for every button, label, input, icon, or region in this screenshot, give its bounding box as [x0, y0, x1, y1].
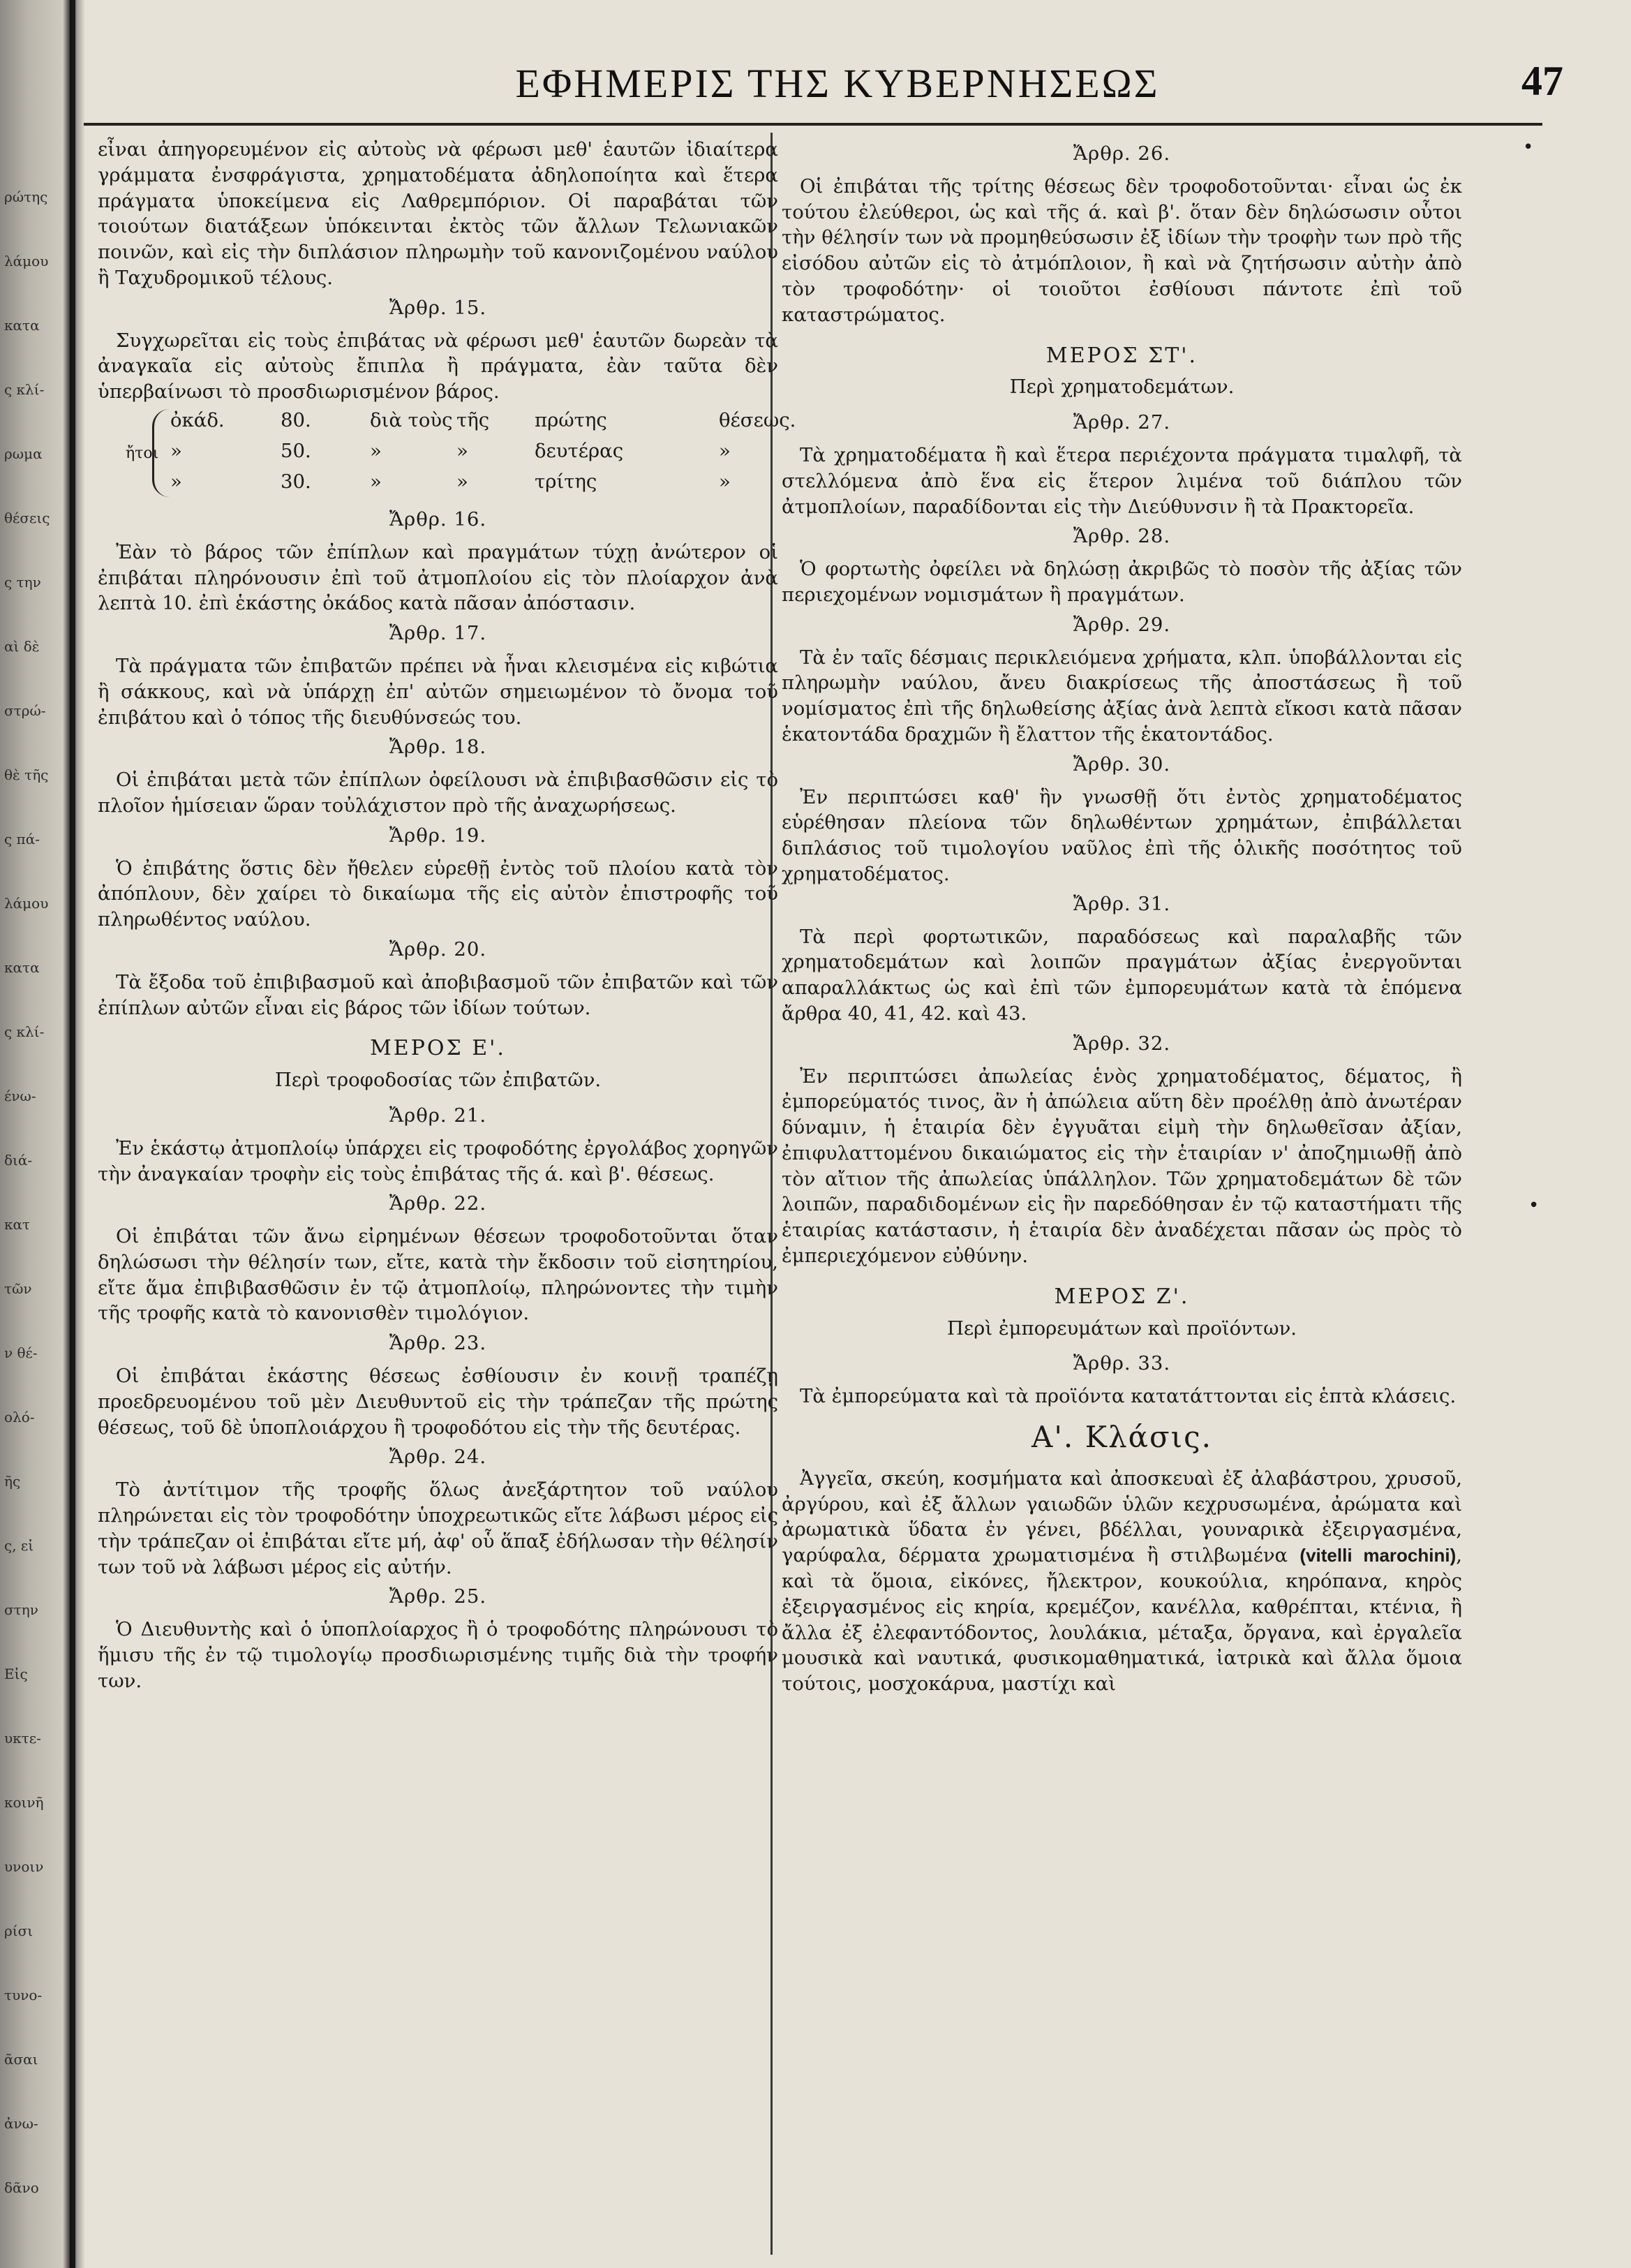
article-heading: Ἄρθρ. 16.: [389, 507, 487, 531]
article-heading: Ἄρθρ. 31.: [1073, 892, 1171, 915]
weight-unit: »: [170, 439, 182, 462]
page-number: 47: [1521, 58, 1563, 104]
page-header: [84, 54, 1563, 117]
paragraph: Τὸ ἀντίτιμον τῆς τροφῆς ὅλως ἀνεξάρτητον τοῦ ναύλου πληρώνεται εἰς τὸν τροφοδότην ὑποχρεωτικῶς εἴτε λάβωσι μέρος εἰς τὴν τράπεζαν οἱ ἐπιβάται εἴτε μή, ἀφ' οὗ ἅπαξ ἐδήλωσαν τὴν θέλησίν των τοῦ νὰ λάβωσι μέρος εἰς αὐτήν.: [98, 1478, 778, 1578]
margin-fragment: στην: [4, 1601, 38, 1618]
paragraph: Τὰ χρηματοδέματα ἢ καὶ ἕτερα περιέχοντα πράγματα τιμαλφῆ, τὰ στελλόμενα ἀπὸ ἕνα εἰς ἕτερον λιμένα τοῦ διάπλου τῶν ἀτμοπλοίων, παραδίδονται εἰς τὴν Διεύθυνσιν ἢ τὰ Πρακτορεῖα.: [782, 443, 1462, 518]
part-heading: ΜΕΡΟΣ Ε'.: [370, 1036, 506, 1061]
weight-amount: 50.: [281, 439, 311, 462]
left-column: [98, 137, 796, 1697]
paragraph: Τὰ ἐν ταῖς δέσμαις περικλειόμενα χρήματα, κλπ. ὑποβάλλονται εἰς πληρωμὴν ναύλου, ἄνευ διακρίσεως τῆς ἀποστάσεως ἢ τοῦ νομίσματος ἐπὶ τῆς δηλωθείσης ἀξίας ἀνὰ λεπτὰ εἴκοσι κατὰ πᾶσαν ἑκατοντάδα δραχμῶν ἢ ἔλαττον τῆς ἑκατοντάδος.: [782, 646, 1462, 746]
margin-fragment: δᾶνο: [4, 2179, 39, 2196]
weight-article: τῆς: [456, 408, 490, 431]
article-heading: Ἄρθρ. 33.: [1073, 1352, 1171, 1375]
margin-fragment: ς πά-: [4, 831, 40, 847]
article-heading: Ἄρθρ. 19.: [389, 824, 487, 847]
margin-fragment: λάμου: [4, 253, 49, 269]
margin-fragment: θὲ τῆς: [4, 766, 49, 783]
article-heading: Ἄρθρ. 21.: [389, 1104, 487, 1127]
margin-fragment: Εἰς: [4, 1666, 28, 1682]
paragraph: Ἐν περιπτώσει ἀπωλείας ἑνὸς χρηματοδέματος, δέματος, ἢ ἐμπορεύματός τινος, ἂν ἡ ἀπώλεια αὕτη δὲν προέλθῃ ἀπὸ ἀνωτέραν δύναμιν, ἡ ἑταιρία δὲν ἐγγυᾶται εἰμὴ τὴν δηλωθεῖσαν ἀξίαν, ἐπιφυλαττομένου δικαιώματος εἰς τὴν ἑταιρίαν ν' ἀποζημιωθῇ ἀπὸ τὸν αἴτιον τῆς ἀπωλείας ὑπάλληλον. Τῶν χρηματοδεμάτων δὲ τῶν λοιπῶν, παραδιδομένων εἰς ἣν παρεδόθησαν ἐν τῷ καταστήματι τῆς ἑταιρίας κατάστασιν, ἡ ἑταιρία δὲν ἀναδέχεται πᾶσαν ὡς πρὸς τὸ ἐμπεριεχόμενον εὐθύνην.: [782, 1065, 1462, 1268]
weights-table: [98, 408, 796, 501]
weight-word: »: [719, 470, 731, 493]
margin-fragment: ᾶσαι: [4, 2051, 38, 2068]
weights-prefix: ἤτοι: [126, 444, 159, 462]
header-rule: [84, 123, 1542, 126]
paragraph: Ἐὰν τὸ βάρος τῶν ἐπίπλων καὶ πραγμάτων τύχῃ ἀνώτερον οἱ ἐπιβάται πληρόνουσιν ἐπὶ τοῦ ἀτμοπλοίου εἰς τὸν πλοίαρχον ἀνὰ λεπτὰ 10. ἐπὶ ἑκάστης ὀκάδος κατὰ πᾶσαν ἀπόστασιν.: [98, 540, 778, 615]
article-heading: Ἄρθρ. 20.: [389, 937, 487, 961]
weight-class: πρώτης: [535, 408, 607, 431]
weight-word: θέσεως.: [719, 408, 796, 431]
paragraph: Οἱ ἐπιβάται τῶν ἄνω εἰρημένων θέσεων τροφοδοτοῦνται ὅταν δηλώσωσι τὴν θέλησίν των, εἴτε, κατὰ τὴν ἔκδοσιν τοῦ εἰσητηρίου, εἴτε ἅμα ἐπιβιβασθῶσιν ἐν τῷ ἀτμοπλοίῳ, πληρώνοντες τὴν τιμὴν τῆς τροφῆς κατὰ τὸ κανονισθὲν τιμολόγιον.: [98, 1225, 778, 1325]
paragraph: Ἐν περιπτώσει καθ' ἣν γνωσθῇ ὅτι ἐντὸς χρηματοδέματος εὑρέθησαν πλείονα τῶν δηλωθέντων χρημάτων, ἐπιβάλλεται διπλάσιος τοῦ τιμολογίου ναῦλος ἐπὶ τῆς ὁλικῆς ποσότητος τοῦ χρηματοδέματος.: [782, 785, 1462, 885]
weight-article: »: [456, 470, 468, 493]
margin-fragment: τυνο-: [4, 1987, 43, 2003]
margin-fragment: θέσεις: [4, 510, 50, 526]
paragraph: Ὁ Διευθυντὴς καὶ ὁ ὑποπλοίαρχος ἢ ὁ τροφοδότης πληρώνουσι τὸ ἥμισυ τῆς ἐν τῷ τιμολογίῳ προσδιωρισμένης τιμῆς διὰ τὴν τροφήν των.: [98, 1618, 778, 1692]
weights-row: [170, 408, 796, 436]
paragraph: Οἱ ἐπιβάται ἑκάστης θέσεως ἐσθίουσιν ἐν κοινῇ τραπέζῃ προεδρευομένου τοῦ μὲν Διευθυντοῦ εἰς τὴν τράπεζαν τῆς πρώτης θέσεως, τοῦ δὲ ὑποπλοιάρχου ἢ τροφοδότου εἰς τὴν τῆς δευτέρας.: [98, 1365, 778, 1439]
margin-fragment: ς, εἰ: [4, 1537, 34, 1554]
margin-fragment: ρίσι: [4, 1922, 33, 1939]
article-heading: Ἄρθρ. 22.: [389, 1192, 487, 1215]
margin-fragment: υνοιν: [4, 1858, 44, 1875]
article-heading: Ἄρθρ. 29.: [1073, 613, 1171, 636]
binding-shadow: [70, 0, 85, 2268]
right-column: [782, 137, 1462, 1700]
weight-for: »: [370, 439, 382, 462]
weight-word: »: [719, 439, 731, 462]
part-subtitle: Περὶ ἐμπορευμάτων καὶ προϊόντων.: [946, 1317, 1297, 1340]
margin-fragment: ένω-: [4, 1088, 36, 1104]
article-heading: Ἄρθρ. 30.: [1073, 753, 1171, 776]
paragraph: Συγχωρεῖται εἰς τοὺς ἐπιβάτας νὰ φέρωσι μεθ' ἑαυτῶν δωρεὰν τὰ ἀναγκαῖα εἰς αὐτοὺς ἔπιπλα ἢ πράγματα, ἐὰν ταῦτα δὲν ὑπερβαίνωσι τὸ προσδιωρισμένον βάρος.: [98, 329, 778, 403]
paragraph: Τὰ πράγματα τῶν ἐπιβατῶν πρέπει νὰ ἦναι κλεισμένα εἰς κιβώτια ἢ σάκκους, καὶ νὰ ὑπάρχῃ ἐπ' αὐτῶν σημειωμένον τὸ ὄνομα τοῦ ἐπιβάτου καὶ ὁ τόπος τῆς διευθύνσεώς του.: [98, 654, 778, 729]
weight-unit: ὀκάδ.: [170, 408, 225, 431]
weights-row: [170, 469, 770, 497]
paragraph: [782, 1466, 1462, 1697]
class-heading: Α'. Κλάσις.: [1032, 1420, 1212, 1455]
paragraph: εἶναι ἀπηγορευμένον εἰς αὐτοὺς νὰ φέρωσι μεθ' ἑαυτῶν ἰδιαίτερα γράμματα ἐνσφράγιστα, χρηματοδέματα ἀδηλοποίητα καὶ ἕτερα πράγματα ὑποκείμενα εἰς Λαθρεμπόριον. Οἱ παραβάται τῶν τοιούτων διατάξεων ὑπόκεινται ἐκτὸς τῶν ἄλλων Τελωνιακῶν ποινῶν, καὶ εἰς τὴν διπλάσιον πληρωμὴν τοῦ κανονιζομένου ναύλου ἢ Ταχυδρομικοῦ τέλους.: [98, 138, 778, 289]
weight-for: »: [370, 470, 382, 493]
part-subtitle: Περὶ χρηματοδεμάτων.: [1009, 376, 1235, 399]
margin-fragment: ς κλί-: [4, 381, 45, 398]
margin-dot: •: [1528, 1195, 1540, 1216]
margin-fragment: ν θέ-: [4, 1344, 38, 1361]
weight-unit: »: [170, 470, 182, 493]
part-heading: ΜΕΡΟΣ ΣΤ'.: [1045, 343, 1198, 368]
margin-fragment: τῶν: [4, 1280, 32, 1297]
margin-fragment: ς την: [4, 574, 41, 591]
article-heading: Ἄρθρ. 27.: [1073, 411, 1171, 434]
weight-class: δευτέρας: [535, 439, 624, 462]
margin-fragment: κατα: [4, 959, 40, 976]
margin-fragment: ρωμα: [4, 445, 43, 462]
paragraph: Τὰ περὶ φορτωτικῶν, παραδόσεως καὶ παραλαβῆς τῶν χρηματοδεμάτων καὶ λοιπῶν πραγμάτων ἀξίας ἐνεργοῦνται απαραλλάκτως ὡς καὶ ἐπὶ τῶν ἐμπορευμάτων κατὰ τὰ ἑπόμενα ἄρθρα 40, 41, 42. καὶ 43.: [782, 925, 1462, 1025]
weight-amount: 30.: [281, 470, 311, 493]
margin-fragment: ρώτης: [4, 188, 48, 205]
margin-fragment: υκτε-: [4, 1730, 41, 1747]
paragraph-text: , καὶ τὰ ὅμοια, εἰκόνες, ἤλεκτρον, κουκούλια, κηρόπανα, κηρὸς ἐξειργασμένος εἰς κηρία, κρεμέζον, κανέλλα, καθρέπται, κτένια, ἢ ἄλλα ἐξ ἐλεφαντόδοντος, λουλάκια, μέταξα, ὄργανα, καὶ ἐργαλεῖα μουσικὰ καὶ ναυτικά, φυσικομαθηματικά, ἰατρικὰ καὶ ἄλλα ὅμοια τούτοις, μοσχοκάρυα, μαστίχι καὶ: [782, 1544, 1462, 1696]
margin-fragment: διά-: [4, 1152, 33, 1169]
weight-article: »: [456, 439, 468, 462]
margin-fragment: ς κλί-: [4, 1023, 45, 1040]
article-heading: Ἄρθρ. 17.: [389, 622, 487, 645]
paragraph: Ὁ ἐπιβάτης ὅστις δὲν ἤθελεν εὑρεθῇ ἐντὸς τοῦ πλοίου κατὰ τὸν ἀπόπλουν, δὲν χαίρει τὸ δικαίωμα τῆς εἰς αὐτὸν ἐπιστροφῆς τοῦ πληρωθέντος ναύλου.: [98, 857, 778, 931]
article-heading: Ἄρθρ. 18.: [389, 736, 487, 759]
paragraph: Τὰ ἐμπορεύματα καὶ τὰ προϊόντα κατατάττονται εἰς ἑπτὰ κλάσεις.: [800, 1385, 1457, 1408]
article-heading: Ἄρθρ. 26.: [1073, 142, 1171, 165]
margin-fragment: ῆς: [4, 1473, 21, 1490]
article-heading: Ἄρθρ. 15.: [389, 296, 487, 319]
article-heading: Ἄρθρ. 25.: [389, 1585, 487, 1608]
weights-row: [170, 438, 770, 466]
margin-fragment: ολό-: [4, 1409, 35, 1425]
latin-term: (vitelli marochini): [1299, 1545, 1457, 1566]
margin-fragment: ἀνω-: [4, 2115, 38, 2132]
article-heading: Ἄρθρ. 28.: [1073, 525, 1171, 548]
weight-for: διὰ τοὺς: [370, 408, 453, 431]
margin-fragment: κατ: [4, 1216, 31, 1233]
article-heading: Ἄρθρ. 23.: [389, 1332, 487, 1355]
paragraph: Τὰ ἔξοδα τοῦ ἐπιβιβασμοῦ καὶ ἀποβιβασμοῦ τῶν ἐπιβατῶν καὶ τῶν ἐπίπλων αὐτῶν εἶναι εἰς βάρος τῶν ἰδίων τούτων.: [98, 970, 778, 1019]
weight-amount: 80.: [281, 408, 311, 431]
brace: [152, 409, 170, 497]
paragraph: Οἱ ἐπιβάται μετὰ τῶν ἐπίπλων ὀφείλουσι νὰ ἐπιβιβασθῶσιν εἰς τὸ πλοῖον ἡμίσειαν ὥραν τοὐλάχιστον πρὸ τῆς ἀναχωρήσεως.: [98, 769, 778, 817]
margin-fragment: αὶ δὲ: [4, 638, 40, 655]
running-title: ΕΦΗΜΕΡΙΣ ΤΗΣ ΚΥΒΕΡΝΗΣΕΩΣ: [515, 61, 1160, 106]
margin-fragment: λάμου: [4, 895, 49, 912]
margin-fragment: στρώ-: [4, 702, 46, 719]
part-subtitle: Περὶ τροφοδοσίας τῶν ἐπιβατῶν.: [274, 1069, 602, 1092]
margin-dot: •: [1523, 137, 1534, 158]
article-heading: Ἄρθρ. 32.: [1073, 1032, 1171, 1055]
margin-fragment: κοινῆ: [4, 1794, 44, 1811]
paragraph-text: Ἀγγεῖα, σκεύη, κοσμήματα καὶ ἀποσκευαὶ ἐξ ἀλαβάστρου, χρυσοῦ, ἀργύρου, καὶ ἐξ ἄλλων γαιωδῶν ὑλῶν κεχρυσωμένα, ἀρώματα καὶ ἀρωματικὰ ὕδατα ἐν γένει, βδέλλαι, γουναρικὰ ἐξειργασμένα, γαρύφαλα, δέρματα χρωματισμένα ἢ στιλβωμένα: [782, 1467, 1462, 1567]
paragraph: Ἐν ἑκάστῳ ἀτμοπλοίῳ ὑπάρχει εἰς τροφοδότης ἐργολάβος χορηγῶν τὴν ἀναγκαίαν τροφὴν εἰς τοὺς ἐπιβάτας τῆς ά. καὶ β'. θέσεως.: [98, 1136, 778, 1185]
paragraph: Οἱ ἐπιβάται τῆς τρίτης θέσεως δὲν τροφοδοτοῦνται· εἶναι ὡς ἐκ τούτου ἐλεύθεροι, ὡς καὶ τῆς ά. καὶ β'. ὅταν δὲν δηλώσωσιν οὗτοι τὴν θέλησίν των νὰ προμηθεύσωσιν ἐξ ἰδίων τὴν τροφὴν των πρὸ τῆς εἰσόδου αὐτῶν εἰς τὸ ἀτμόπλοιον, ἢ καὶ νὰ ζητήσωσιν αὐτὴν ἀπὸ τὸν τροφοδότην· οἱ τοιοῦτοι ἐσθίουσι πάντοτε ἐπὶ τοῦ καταστρώματος.: [782, 175, 1462, 326]
article-heading: Ἄρθρ. 24.: [389, 1446, 487, 1469]
weight-class: τρίτης: [535, 470, 597, 493]
part-heading: ΜΕΡΟΣ Ζ'.: [1054, 1284, 1190, 1309]
paragraph: Ὁ φορτωτὴς ὀφείλει νὰ δηλώσῃ ἀκριβῶς τὸ ποσὸν τῆς ἀξίας τῶν περιεχομένων νομισμάτων ἢ πραγμάτων.: [782, 558, 1462, 606]
margin-fragment: κατα: [4, 317, 40, 334]
